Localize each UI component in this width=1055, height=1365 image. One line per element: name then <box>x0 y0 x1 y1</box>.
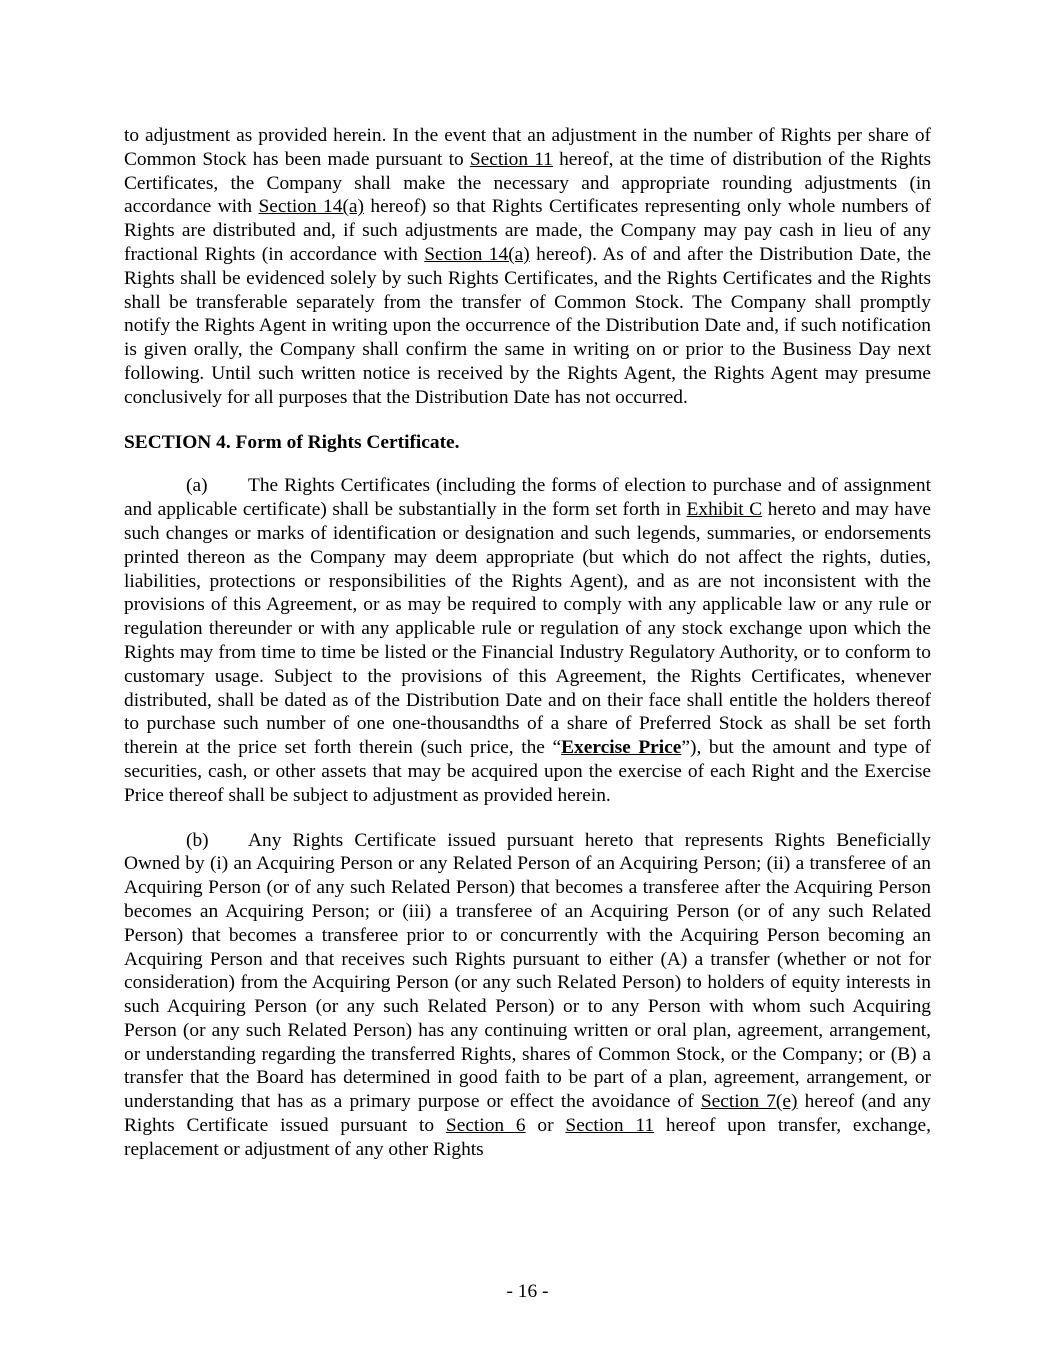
continuation-paragraph <box>124 124 931 410</box>
section-reference: Section 6 <box>445 1115 526 1137</box>
document-page <box>124 124 931 1162</box>
section-reference: Section 7(e) <box>700 1091 798 1113</box>
exhibit-reference: Exhibit C <box>686 499 763 521</box>
paragraph-marker: (b) <box>186 829 209 851</box>
section-heading: SECTION 4. Form of Rights Certificate. <box>124 431 460 453</box>
paragraph-marker: (a) <box>186 475 208 497</box>
section-reference: Section 11 <box>565 1115 655 1137</box>
paragraph-b <box>124 829 931 1162</box>
defined-term: Exercise Price <box>561 737 682 759</box>
section-reference: Section 11 <box>469 148 553 170</box>
paragraph-text: to adjustment as provided herein. In the event that an adjustment in the number of Rights per share of Common Stock has been made pursuant to <box>124 125 931 170</box>
paragraph-text: ”), but the amount and type of securities, cash, or other assets that may be acquired upon the exercise of each Right and the Exercise Price thereof shall be subject to adjustment as provided herein. <box>124 737 931 806</box>
paragraph-text: or <box>525 1115 566 1137</box>
page-number: - 16 - <box>506 1281 549 1302</box>
paragraph-text: hereof (and any Rights Certificate issued pursuant to <box>124 1091 931 1137</box>
paragraph-a <box>124 474 931 807</box>
paragraph-text: Any Rights Certificate issued pursuant hereto that represents Rights Beneficially Owned by (i) an Acquiring Person or any Related Person of an Acquiring Person; (ii) a transferee of an Acquiring Person (or of any such Related Person) that becomes a transferee after the Acquiring Person becomes an Acquiring Person; or (iii) a transferee of an Acquiring Person (or of any such Related Person) that becomes a transferee prior to or concurrently with the Acquiring Person becoming an Acquiring Person and that receives such Rights pursuant to either (A) a transfer (whether or not for consideration) from the Acquiring Person (or any such Related Person) to holders of equity interests in such Acquiring Person (or any such Related Person) or to any Person with whom such Acquiring Person (or any such Related Person) has any continuing written or oral plan, agreement, arrangement, or understanding regarding the transferred Rights, shares of Common Stock, or the Company; or (B) a transfer that the Board has determined in good faith to be part of a plan, agreement, arrangement, or understanding that has as a primary purpose or effect the avoidance of <box>124 829 931 1113</box>
section-reference: Section 14(a) <box>258 196 364 218</box>
paragraph-text: hereof) so that Rights Certificates representing only whole numbers of Rights are distributed and, if such adjustments are made, the Company may pay cash in lieu of any fractional Rights (in accordance with <box>124 196 931 265</box>
paragraph-text: hereof upon transfer, exchange, replacement or adjustment of any other Rights <box>124 1115 931 1160</box>
section-reference: Section 14(a) <box>424 243 530 265</box>
paragraph-text: hereof, at the time of distribution of the Rights Certificates, the Company shall make the necessary and appropriate rounding adjustments (in accordance with <box>124 148 932 218</box>
paragraph-text: The Rights Certificates (including the forms of election to purchase and of assignment and applicable certificate) shall be substantially in the form set forth in <box>124 475 931 521</box>
paragraph-text: hereto and may have such changes or marks of identification or designation and such legends, summaries, or endorsements printed thereon as the Company may deem appropriate (but which do not affect the rights, duties, liabilities, protections or responsibilities of the Rights Agent), and as are not inconsistent with the provisions of this Agreement, or as may be required to comply with any applicable law or any rule or regulation thereunder or with any applicable rule or regulation of any stock exchange upon which the Rights may from time to time be listed or the Financial Industry Regulatory Authority, or to conform to customary usage. Subject to the provisions of this Agreement, the Rights Certificates, whenever distributed, shall be dated as of the Distribution Date and on their face shall entitle the holders thereof to purchase such number of one one-thousandths of a share of Preferred Stock as shall be set forth therein at the price set forth therein (such price, the “ <box>124 499 931 759</box>
paragraph-text: hereof). As of and after the Distribution Date, the Rights shall be evidenced solely by such Rights Certificates, and the Rights Certificates and the Rights shall be transferable separately from the transfer of Common Stock. The Company shall promptly notify the Rights Agent in writing upon the occurrence of the Distribution Date and, if such notification is given orally, the Company shall confirm the same in writing on or prior to the Business Day next following. Until such written notice is received by the Rights Agent, the Rights Agent may presume conclusively for all purposes that the Distribution Date has not occurred. <box>124 243 931 408</box>
